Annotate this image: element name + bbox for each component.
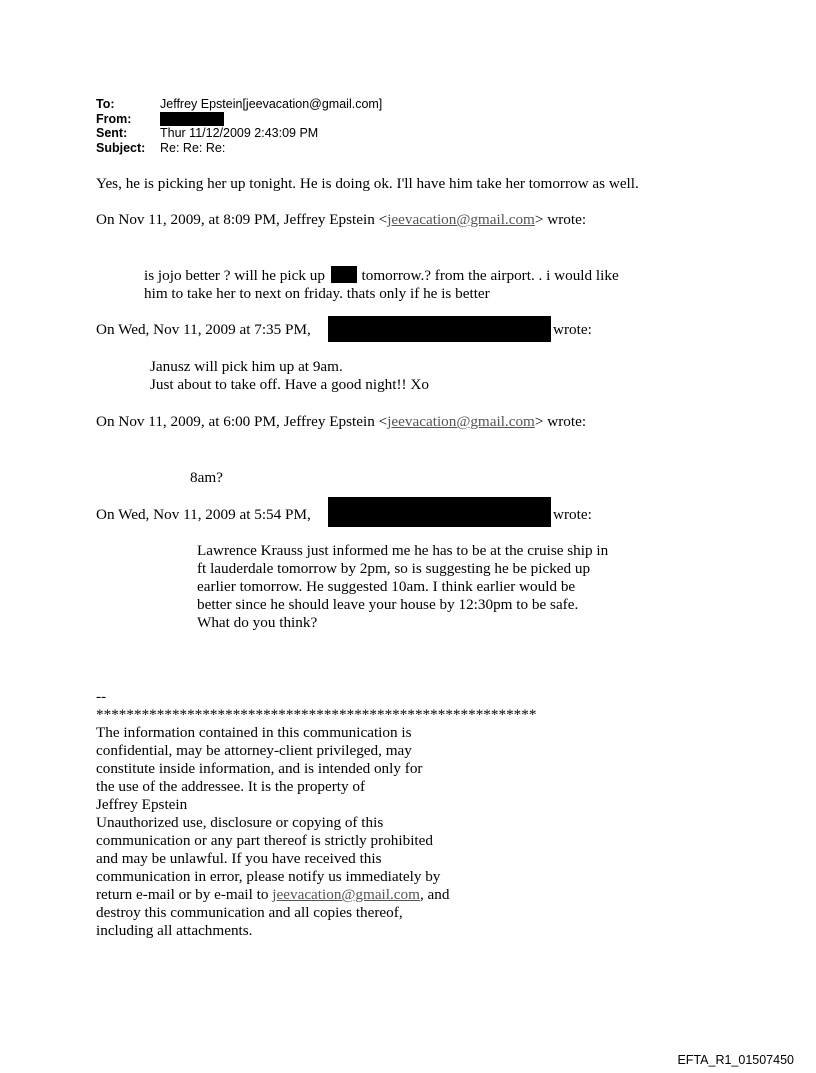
from-row: [96, 112, 382, 127]
attribution-1-text: On Nov 11, 2009, at 8:09 PM, Jeffrey Epstein <: [96, 211, 388, 228]
quoted-message-2-line-1: Janusz will pick him up at 9am.: [150, 358, 343, 375]
message-line: Lawrence Krauss just informed me he has to be at the cruise ship in: [197, 542, 609, 559]
disclaimer-line: including all attachments.: [96, 922, 253, 939]
redaction-box: [328, 316, 551, 342]
disclaimer-line: Unauthorized use, disclosure or copying of this: [96, 814, 384, 831]
to-value: Jeffrey Epstein[jeevacation@gmail.com]: [160, 97, 383, 111]
message-line: What do you think?: [197, 614, 318, 631]
attribution-3-text: On Nov 11, 2009, at 6:00 PM, Jeffrey Epstein <: [96, 413, 388, 430]
attribution-3-suffix: > wrote:: [534, 413, 587, 430]
message-line: earlier tomorrow. He suggested 10am. I think earlier would be: [197, 578, 576, 595]
attribution-1: [96, 211, 586, 229]
message-text: is jojo better ? will he pick up: [144, 267, 325, 284]
disclaimer-email-line: [96, 886, 449, 904]
sent-row: [96, 126, 382, 141]
asterisk-divider: **********************************************************: [96, 706, 537, 723]
attribution-4-suffix: wrote:: [553, 506, 592, 523]
attribution-3: [96, 413, 586, 431]
redaction-box: [328, 497, 551, 527]
quoted-message-1-line-1: [144, 266, 619, 285]
email-link[interactable]: jeevacation@gmail.com: [387, 211, 535, 228]
sent-label: Sent:: [96, 126, 128, 141]
to-label: To:: [96, 97, 115, 111]
subject-row: [96, 141, 382, 156]
quoted-message-1-line-2: him to take her to next on friday. thats only if he is better: [144, 285, 490, 302]
disclaimer-line: confidential, may be attorney-client privileged, may: [96, 742, 412, 759]
disclaimer-line: The information contained in this communication is: [96, 724, 412, 741]
quoted-message-2-line-2: Just about to take off. Have a good night!! Xo: [150, 376, 429, 393]
attribution-4: On Wed, Nov 11, 2009 at 5:54 PM,: [96, 506, 311, 523]
message-line: better since he should leave your house by 12:30pm to be safe.: [197, 596, 579, 613]
attribution-1-suffix: > wrote:: [534, 211, 587, 228]
redaction-box: [160, 112, 224, 126]
disclaimer-line: communication in error, please notify us immediately by: [96, 868, 441, 885]
subject-label: Subject:: [96, 140, 146, 155]
email-link[interactable]: jeevacation@gmail.com: [272, 886, 420, 903]
redaction-box: [331, 266, 357, 283]
document-id: EFTA_R1_01507450: [677, 1053, 794, 1067]
attribution-2: On Wed, Nov 11, 2009 at 7:35 PM,: [96, 321, 311, 338]
signature-separator: --: [96, 688, 107, 705]
quoted-message-3: 8am?: [190, 469, 223, 486]
disclaimer-line: the use of the addressee. It is the property of: [96, 778, 366, 795]
disclaimer-line: communication or any part thereof is strictly prohibited: [96, 832, 433, 849]
disclaimer-line: and may be unlawful. If you have received this: [96, 850, 382, 867]
to-row: [96, 97, 382, 112]
disclaimer-text: , and: [419, 886, 450, 903]
attribution-2-suffix: wrote:: [553, 321, 592, 338]
email-header: [96, 97, 382, 155]
sent-value: Thur 11/12/2009 2:43:09 PM: [160, 126, 319, 141]
email-link[interactable]: jeevacation@gmail.com: [387, 413, 535, 430]
message-text: tomorrow.? from the airport. . i would like: [361, 267, 619, 284]
reply-text: Yes, he is picking her up tonight. He is doing ok. I'll have him take her tomorrow as well.: [96, 175, 639, 192]
message-line: ft lauderdale tomorrow by 2pm, so is suggesting he be picked up: [197, 560, 591, 577]
disclaimer-line: Jeffrey Epstein: [96, 796, 188, 813]
disclaimer-text: return e-mail or by e-mail to: [96, 886, 273, 903]
from-label: From:: [96, 111, 132, 126]
disclaimer-line: constitute inside information, and is intended only for: [96, 760, 423, 777]
subject-value: Re: Re: Re:: [160, 140, 226, 155]
disclaimer-line: destroy this communication and all copies thereof,: [96, 904, 403, 921]
